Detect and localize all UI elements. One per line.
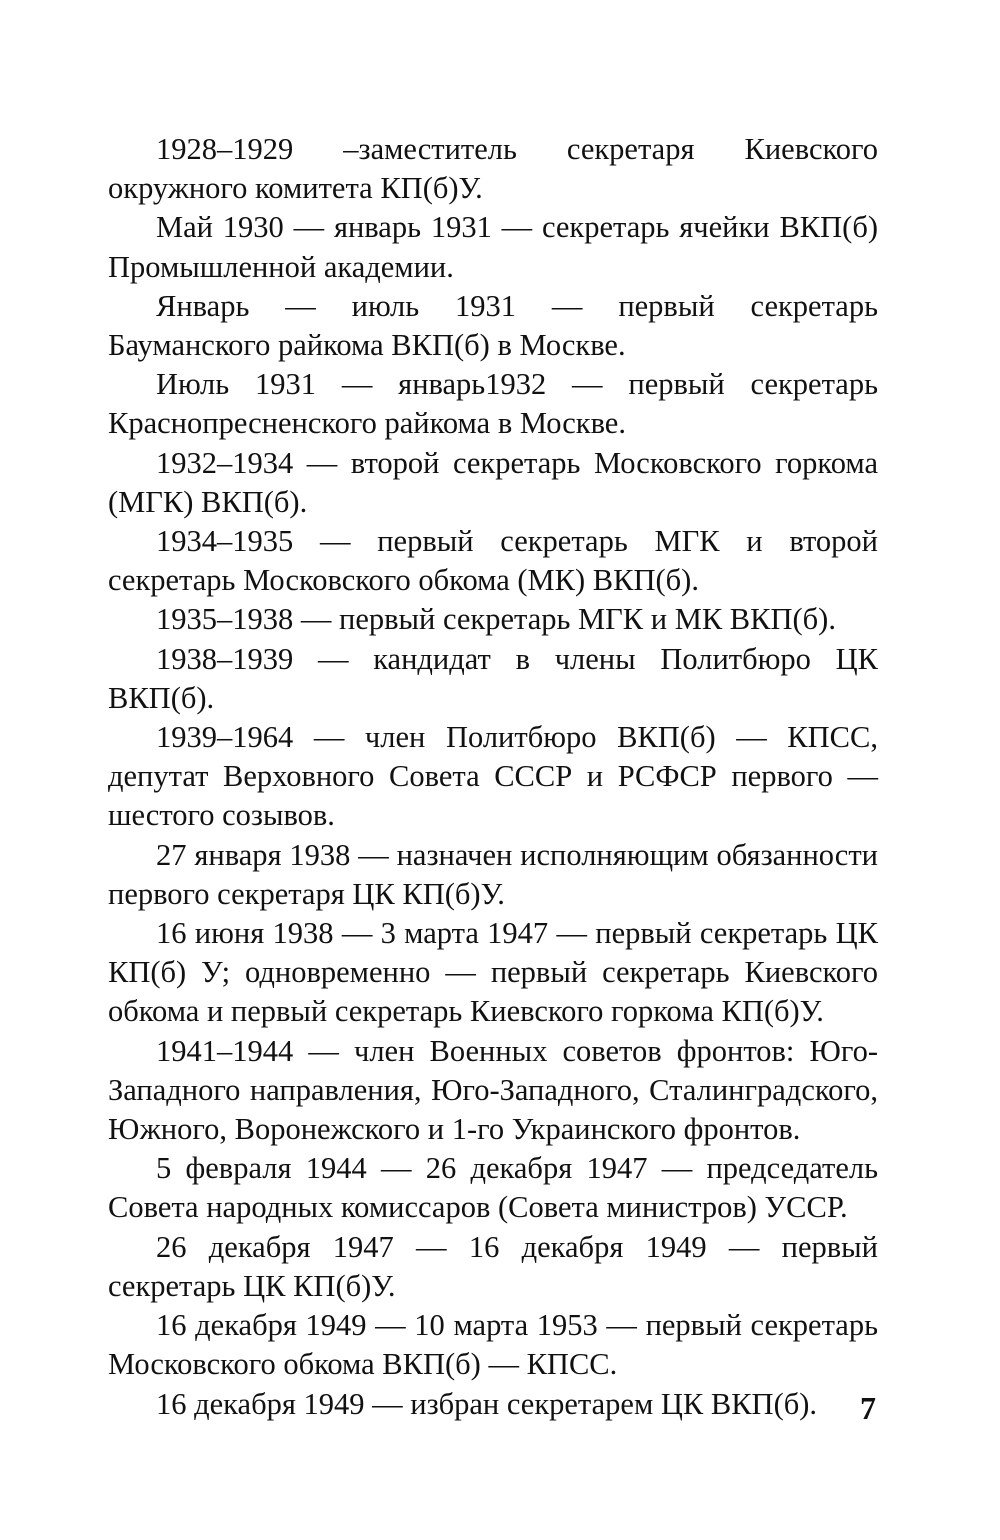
paragraph-1931-1932: Июль 1931 — январь1932 — первый секретарь Краснопресненского райкома в Москве. xyxy=(108,367,878,441)
page-number: 7 xyxy=(860,1390,876,1426)
paragraph-1932-1934: 1932–1934 — второй секретарь Московского горкома (МГК) ВКП(б). xyxy=(108,445,878,519)
paragraph-1939-1964: 1939–1964 — член Политбюро ВКП(б) — КПСС, депутат Верховного Совета СССР и РСФСР первого — шестого созывов. xyxy=(108,720,878,833)
paragraph-1935-1938: 1935–1938 — первый секретарь МГК и МК ВКП(б). xyxy=(156,602,836,637)
paragraph-1944-1947: 5 февраля 1944 — 26 декабря 1947 — председатель Совета народных комиссаров (Совета министров) УССР. xyxy=(108,1151,878,1225)
paragraph-1928-1929: 1928–1929 –заместитель секретаря Киевского окружного комитета КП(б)У. xyxy=(108,132,878,206)
paragraph-1931-bauman: Январь — июль 1931 — первый секретарь Бауманского райкома ВКП(б) в Москве. xyxy=(108,288,878,363)
paragraph-1941-1944: 1941–1944 — член Военных советов фронтов: Юго-Западного направления, Юго-Западного, Сталинградского, Южного, Воронежского и 1-го Украинского фронтов. xyxy=(108,1033,878,1147)
paragraph-1938-1939: 1938–1939 — кандидат в члены Политбюро ЦК ВКП(б). xyxy=(108,641,878,715)
page-body xyxy=(108,130,878,1424)
paragraph-1938-january: 27 января 1938 — назначен исполняющим обязанности первого секретаря ЦК КП(б)У. xyxy=(108,837,878,911)
paragraph-1930-1931: Май 1930 — январь 1931 — секретарь ячейки ВКП(б) Промышленной академии. xyxy=(108,210,878,284)
paragraph-1934-1935: 1934–1935 — первый секретарь МГК и второй секретарь Московского обкома (МК) ВКП(б). xyxy=(108,524,878,598)
paragraph-1949-december: 16 декабря 1949 — избран секретарем ЦК ВКП(б). xyxy=(156,1386,818,1421)
paragraph-1949-1953: 16 декабря 1949 — 10 марта 1953 — первый секретарь Московского обкома ВКП(б) — КПСС. xyxy=(108,1308,878,1382)
paragraph-1947-1949: 26 декабря 1947 — 16 декабря 1949 — первый секретарь ЦК КП(б)У. xyxy=(108,1229,878,1303)
paragraph-1938-1947: 16 июня 1938 — 3 марта 1947 — первый секретарь ЦК КП(б) У; одновременно — первый секретарь Киевского обкома и первый секретарь Киевского горкома КП(б)У. xyxy=(108,916,878,1029)
